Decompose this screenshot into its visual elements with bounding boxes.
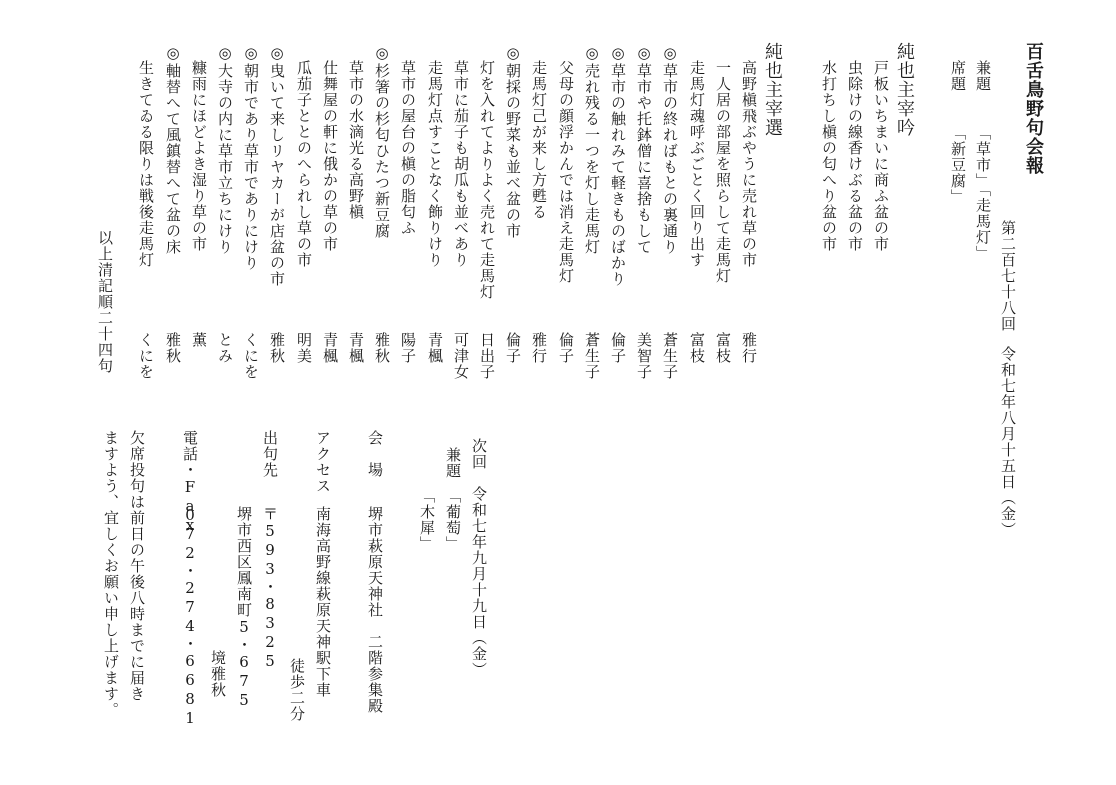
next-kendai-value-2: 「木犀」 (418, 488, 436, 552)
haiku-text: 草市の水滴光る高野槇 (347, 60, 365, 220)
haiku-author: 美智子 (635, 332, 653, 380)
submit-address: 堺市西区鳳南町5・675 (235, 506, 253, 710)
haiku-text: ◎草市や托鉢僧に喜捨もして (635, 44, 653, 255)
haiku-author: 雅秋 (373, 332, 391, 364)
haiku-count-footer: 以上清記順二十四句 (96, 230, 114, 374)
haiku-author: 青楓 (347, 332, 365, 364)
haiku-text: ◎朝市であり草市でありにけり (242, 44, 260, 271)
venue-label: 会 場 (366, 430, 384, 478)
phone-label: 電話・Fax (181, 430, 199, 535)
shusai-sen-heading: 純也主宰選 (762, 42, 783, 137)
haiku-author: くにを (137, 332, 155, 380)
shusai-gin-heading: 純也主宰吟 (894, 42, 915, 137)
haiku-author: 富枝 (688, 332, 706, 364)
next-kendai-value-1: 「葡萄」 (444, 488, 462, 552)
haiku-author: 青楓 (321, 332, 339, 364)
haiku-text: ◎朝採の野菜も並べ盆の市 (504, 44, 522, 239)
shusai-gin-haiku: 戸板いちまいに商ふ盆の市 (872, 60, 890, 252)
haiku-text: 走馬灯点すことなく飾りけり (426, 60, 444, 268)
haiku-text: ◎大寺の内に草市立ちにけり (216, 44, 234, 255)
sekidai-label: 席題 (949, 60, 967, 92)
haiku-author: 蒼生子 (661, 332, 679, 380)
kendai-label: 兼題 (974, 60, 992, 92)
shusai-gin-haiku: 虫除けの線香けぶる盆の市 (846, 60, 864, 252)
haiku-author: 雅行 (740, 332, 758, 364)
haiku-text: 父母の顔浮かんでは消え走馬灯 (557, 60, 575, 284)
haiku-author: くにを (242, 332, 260, 380)
haiku-text: ◎売れ残る一つを灯し走馬灯 (583, 44, 601, 255)
access-walk: 徒歩二分 (288, 658, 306, 722)
access-value: 南海高野線萩原天神駅下車 (314, 506, 332, 698)
haiku-author: 倫子 (609, 332, 627, 364)
submit-name: 境雅秋 (209, 650, 227, 698)
haiku-author: 青楓 (426, 332, 444, 364)
haiku-author: とみ (216, 332, 234, 364)
haiku-text: ◎杉箸の杉匂ひたつ新豆腐 (373, 44, 391, 239)
access-label: アクセス (314, 430, 332, 494)
haiku-text: 灯を入れてよりよく売れて走馬灯 (478, 60, 496, 300)
haiku-author: 倫子 (504, 332, 522, 364)
haiku-text: ◎草市の触れみて軽きものばかり (609, 44, 627, 287)
haiku-author: 雅秋 (164, 332, 182, 364)
absentee-note-2: ますよう、宜しくお願い申し上げます。 (102, 430, 120, 718)
haiku-author: 富枝 (714, 332, 732, 364)
haiku-text: 糠雨にほどよき湿り草の市 (190, 60, 208, 252)
haiku-author: 雅秋 (268, 332, 286, 364)
haiku-text: 草市に茄子も胡瓜も並べあり (452, 60, 470, 268)
kendai-value: 「草市」「走馬灯」 (974, 125, 992, 262)
issue-number: 第二百七十八回 (999, 220, 1017, 332)
haiku-text: ◎軸替へて風鎮替へて盆の床 (164, 44, 182, 255)
absentee-note-1: 欠席投句は前日の午後八時までに届き (128, 430, 146, 702)
haiku-author: 蒼生子 (583, 332, 601, 380)
haiku-text: 生きてゐる限りは戦後走馬灯 (137, 60, 155, 268)
haiku-author: 可津女 (452, 332, 470, 380)
haiku-author: 雅行 (530, 332, 548, 364)
haiku-text: 瓜茄子ととのへられし草の市 (295, 60, 313, 268)
haiku-text: ◎草市の終ればもとの裏通り (661, 44, 679, 255)
haiku-author: 薫 (190, 332, 208, 348)
submit-label: 出句先 (261, 430, 279, 478)
newsletter-title: 百舌鳥野句会報 (1023, 42, 1044, 175)
haiku-text: 草市の屋台の槇の脂匂ふ (399, 60, 417, 236)
haiku-text: 仕舞屋の軒に俄かの草の市 (321, 60, 339, 252)
submit-zip: 〒593・8325 (261, 506, 279, 671)
next-kendai-label: 兼題 (444, 447, 462, 479)
haiku-text: 高野槇飛ぶやうに売れ草の市 (740, 60, 758, 268)
issue-date: 令和七年八月十五日（金） (999, 346, 1017, 538)
haiku-author: 日出子 (478, 332, 496, 380)
shusai-gin-haiku: 水打ちし槇の匂へり盆の市 (820, 60, 838, 252)
haiku-author: 陽子 (399, 332, 417, 364)
haiku-text: 一人居の部屋を照らして走馬灯 (714, 60, 732, 284)
haiku-author: 倫子 (557, 332, 575, 364)
haiku-text: 走馬灯己が来し方甦る (530, 60, 548, 220)
haiku-text: 走馬灯魂呼ぶごとく回り出す (688, 60, 706, 268)
haiku-text: ◎曳いて来しリヤカーが店盆の市 (268, 44, 286, 287)
sekidai-value: 「新豆腐」 (949, 125, 967, 205)
venue-value: 堺市萩原天神社 二階参集殿 (366, 506, 384, 714)
haiku-author: 明美 (295, 332, 313, 364)
next-meeting-line: 次回 令和七年九月十九日（金） (470, 438, 488, 678)
phone-value: 072・274・6681 (181, 506, 199, 728)
